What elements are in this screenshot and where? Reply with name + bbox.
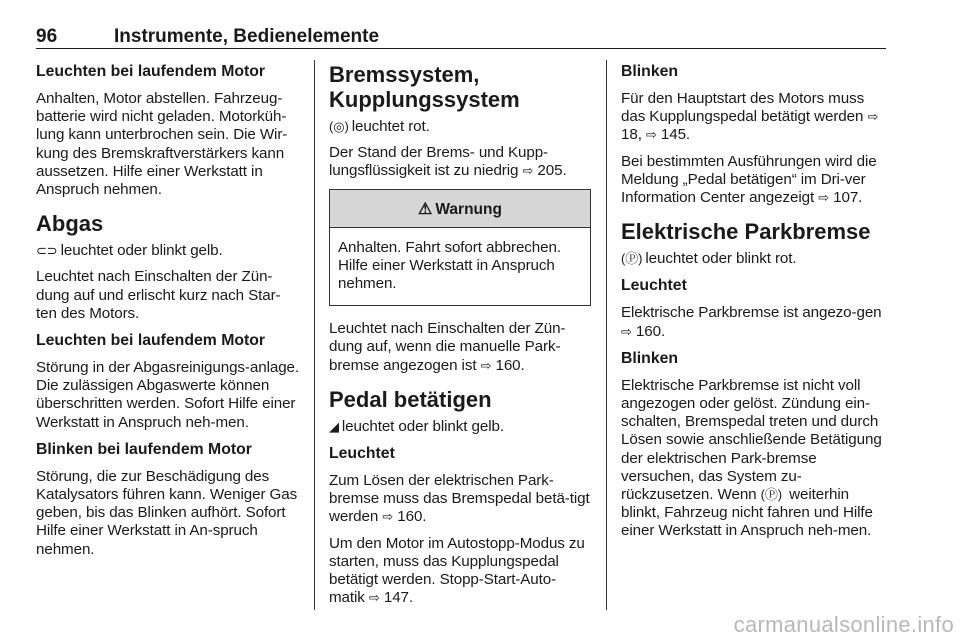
- pedal-icon-line: ◢ leuchtet oder blinkt gelb.: [329, 417, 504, 435]
- page-reference[interactable]: 205.: [537, 162, 567, 180]
- page-reference[interactable]: 18,: [621, 126, 642, 144]
- paragraph-abgas: Leuchtet nach Einschalten der Zün-dung auf und erlischt kurz nach Star-ten des Motors.: [36, 268, 281, 322]
- brake-system-icon: (◎): [329, 119, 349, 134]
- paragraph-park-leuchtet: Elektrische Parkbremse ist angezo-gen ⇨ 160.: [621, 304, 882, 340]
- heading-blink: Blinken bei laufendem Motor: [36, 440, 252, 458]
- page-reference-arrow-icon: ⇨: [480, 357, 492, 373]
- page-reference[interactable]: 160.: [495, 356, 525, 374]
- warning-box: [329, 189, 591, 307]
- paragraph-hauptstart: Für den Hauptstart des Motors muss das Kupplungspedal betätigt werden ⇨ 18, ⇨ 145.: [621, 90, 879, 144]
- column-1: [36, 62, 301, 567]
- warning-body: [330, 228, 590, 306]
- engine-check-icon: ⊂⊃: [36, 243, 58, 259]
- page-reference[interactable]: 160.: [635, 322, 666, 340]
- heading-running-1: Leuchten bei laufendem Motor: [36, 63, 266, 80]
- page-reference-arrow-icon: ⇨: [368, 590, 380, 606]
- paragraph-after-warning: Leuchtet nach Einschalten der Zün-dung auf, wenn die manuelle Park-bremse angezogen ist ⇨ 160.: [329, 320, 566, 374]
- paragraph-brake: Der Stand der Brems- und Kupp-lungsflüssigkeit ist zu niedrig ⇨ 205.: [329, 144, 567, 180]
- column-divider: [606, 60, 607, 610]
- pedal-icon: ◢: [329, 418, 339, 434]
- page-reference-arrow-icon: ⇨: [382, 509, 394, 525]
- page-reference-arrow-icon: ⇨: [645, 127, 657, 143]
- page-reference-arrow-icon: ⇨: [818, 190, 829, 206]
- section-title-pedal: Pedal betätigen: [329, 386, 492, 412]
- column-3: [621, 62, 886, 549]
- warning-header: ⚠ Warnung: [330, 190, 590, 228]
- parking-brake-icon: (Ⓟ): [760, 487, 783, 503]
- column-2: [329, 62, 591, 615]
- page-reference-arrow-icon: ⇨: [867, 109, 879, 125]
- heading-running-2: Leuchten bei laufendem Motor: [36, 332, 266, 350]
- heading-blinken-2: Blinken: [621, 349, 679, 367]
- paragraph-running-1: Anhalten, Motor abstellen. Fahrzeug-batterie wird nicht geladen. Motorküh-lung kann unterbrochen sein. Die Wir-kung des Bremskraftverstärkers kann aussetzen. Hilfe einer Werkstatt in Anspruch nehmen.: [36, 90, 288, 199]
- paragraph-running-2: Störung in der Abgasreinigungs-anlage. Die zulässigen Abgaswerte können überschritten werden. Sofort Hilfe einer Werkstatt in Anspruch neh-men.: [36, 359, 300, 431]
- page-header: [36, 26, 886, 49]
- page-reference[interactable]: 160.: [397, 508, 427, 526]
- page-title: Instrumente, Bedienelemente: [114, 26, 380, 47]
- paragraph-meldung: Bei bestimmten Ausführungen wird die Meldung „Pedal betätigen“ im Dri-ver Information Center angezeigt ⇨ 107.: [621, 152, 877, 207]
- brake-icon-line: (◎) leuchtet rot.: [329, 118, 430, 135]
- section-title-brake: Bremssystem, Kupplungssystem: [329, 62, 520, 112]
- page-reference-arrow-icon: ⇨: [621, 323, 632, 339]
- column-divider: [314, 60, 315, 610]
- paragraph-leuchtet: Zum Lösen der elektrischen Park-bremse muss das Bremspedal betä-tigt werden ⇨ 160.: [329, 472, 590, 526]
- heading-leuchtet: Leuchtet: [329, 445, 395, 463]
- paragraph-blink: Störung, die zur Beschädigung des Katalysators führen kann. Weniger Gas geben, bis das Blinken aufhört. Sofort Hilfe einer Werkstatt in An-spruch nehmen.: [36, 467, 298, 558]
- page-reference[interactable]: 107.: [833, 189, 863, 207]
- warning-triangle-icon: ⚠: [418, 200, 433, 218]
- park-icon-line: (Ⓟ) leuchtet oder blinkt rot.: [621, 250, 797, 268]
- watermark: carmanualsonline.info: [733, 612, 954, 637]
- paragraph-autostop: Um den Motor im Autostopp-Modus zu starten, muss das Kupplungspedal betätigt werden. Stopp-Start-Auto-matik ⇨ 147.: [329, 534, 585, 607]
- section-title-parkbremse: Elektrische Parkbremse: [621, 219, 871, 245]
- heading-blinken: Blinken: [621, 63, 679, 80]
- paragraph-park-blinken: Elektrische Parkbremse ist nicht voll angezogen oder gelöst. Zündung ein-schalten, Bremspedal treten und durch Lösen sowie anschließende Betätigung der elektrischen Park-bremse versuchen, das System zu-rückzusetzen. Wenn (Ⓟ) weiterhin blinkt, Fahrzeug nicht fahren und Hilfe einer Werkstatt in Anspruch neh-men.: [621, 376, 882, 540]
- section-title-abgas: Abgas: [36, 211, 104, 237]
- page-reference[interactable]: 147.: [383, 589, 414, 607]
- abgas-icon-line: ⊂⊃ leuchtet oder blinkt gelb.: [36, 242, 223, 260]
- page-reference[interactable]: 145.: [660, 126, 691, 144]
- warning-text: Anhalten. Fahrt sofort abbrechen. Hilfe einer Werkstatt in Anspruch nehmen.: [338, 238, 561, 293]
- page-reference-arrow-icon: ⇨: [522, 163, 534, 179]
- heading-leuchtet: Leuchtet: [621, 277, 687, 295]
- parking-brake-icon: (Ⓟ): [621, 251, 643, 267]
- page-number: 96: [36, 26, 58, 47]
